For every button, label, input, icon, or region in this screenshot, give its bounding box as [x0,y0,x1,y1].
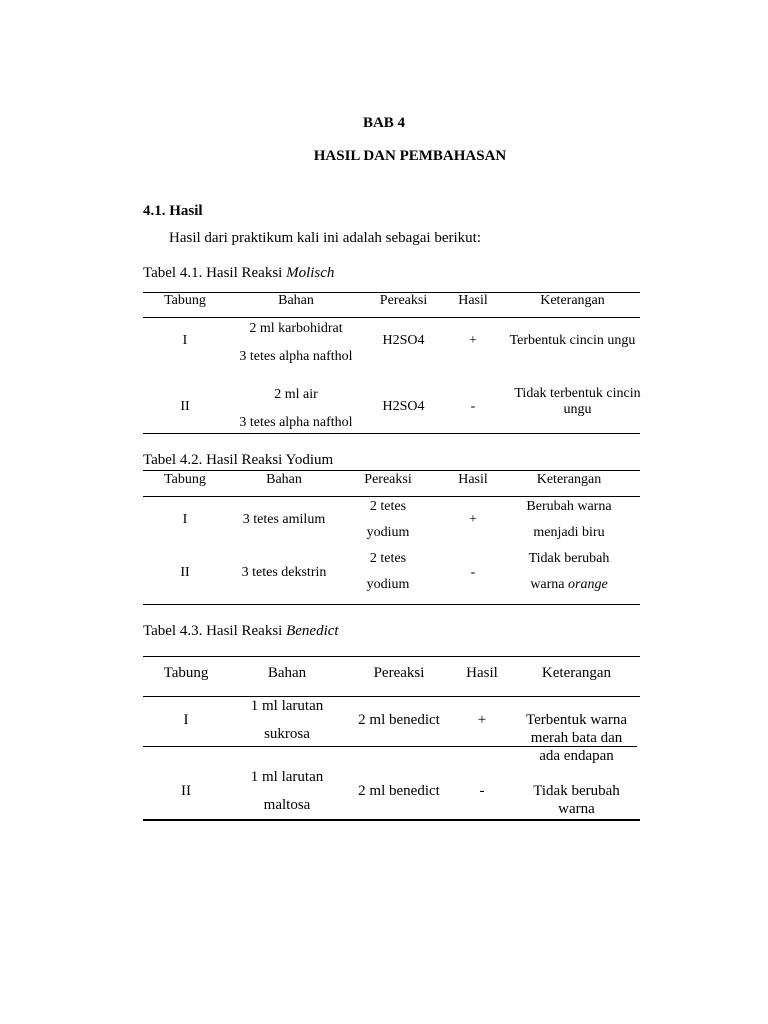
table-cell-pereaksi [342,550,434,593]
header-tabung: Tabung [164,293,206,308]
section-heading: 4.1. Hasil [143,203,203,219]
caption-text: Tabel 4.2. Hasil Reaksi Yodium [143,452,334,468]
header-hasil: Hasil [458,472,488,487]
header-hasil: Hasil [466,665,498,681]
table-cell-hasil: + [477,712,487,728]
table-cell-pereaksi: H2SO4 [382,399,425,414]
table-cell-hasil: - [470,399,476,414]
cell-line: Terbentuk warna [526,712,627,728]
header-hasil: Hasil [458,293,488,308]
table-cell-bahan [226,386,366,431]
header-tabung: Tabung [163,665,209,681]
cell-line: ada endapan [539,748,614,764]
table-cell-tabung: II [180,565,190,580]
table-cell-tabung: II [181,783,191,799]
table-cell-tabung: II [180,399,190,414]
caption-italic: Molisch [286,265,335,281]
table-cell-bahan [227,697,347,744]
cell-line: 2 ml karbohidrat [249,321,343,336]
cell-line: Berubah warna [526,499,612,514]
caption-text: Tabel 4.1. Hasil Reaksi [143,265,287,281]
cell-line [530,576,607,594]
header-bahan: Bahan [266,472,302,487]
table-rule-header [143,696,640,697]
table-cell-bahan: 3 tetes dekstrin [241,565,327,580]
table-cell-pereaksi: 2 ml benedict [358,712,440,728]
cell-line: maltosa [263,797,311,814]
chapter-label: BAB 4 [362,115,406,131]
table-cell-keterangan [505,550,633,593]
cell-line: 2 ml air [274,387,318,402]
table-cell-tabung: I [182,333,188,348]
cell-line: ungu [563,402,592,417]
table-cell-tabung: I [183,712,189,728]
cell-line: 2 tetes [369,499,407,514]
header-pereaksi: Pereaksi [379,293,428,308]
cell-line: sukrosa [264,726,310,743]
table-cell-pereaksi [342,498,434,541]
table-cell-keterangan [505,498,633,541]
cell-italic: orange [568,576,608,592]
table-cell-bahan [226,320,366,365]
table-caption-benedict [143,623,339,640]
cell-line: Tidak berubah [528,551,610,566]
table-rule-bottom [143,819,640,821]
table-cell-hasil: + [469,512,477,527]
header-pereaksi: Pereaksi [373,665,425,681]
table-cell-keterangan: Terbentuk cincin ungu [509,333,636,348]
table-cell-bahan [227,768,347,815]
table-rule-top [143,656,640,657]
cell-line: 2 tetes [369,551,407,566]
table-cell-pereaksi: H2SO4 [382,333,425,348]
header-keterangan: Keterangan [541,665,612,681]
cell-line: menjadi biru [533,524,605,540]
cell-line: 1 ml larutan [250,769,324,785]
table-cell-hasil: - [479,783,485,799]
caption-italic: Benedict [286,623,339,639]
table-cell-hasil: - [470,565,476,580]
table-rule-header [143,317,640,318]
header-bahan: Bahan [267,665,307,681]
table-caption-molisch [143,265,334,282]
table-cell-pereaksi: 2 ml benedict [358,783,440,799]
header-keterangan: Keterangan [536,472,602,487]
header-pereaksi: Pereaksi [364,472,412,487]
table-rule-bottom [143,433,640,434]
cell-line: Tidak berubah [533,783,620,799]
cell-line: 1 ml larutan [250,698,324,714]
cell-line: merah bata dan [530,730,623,746]
cell-line: yodium [366,576,410,592]
table-cell-keterangan [513,782,640,818]
table-cell-keterangan [513,711,640,765]
header-keterangan: Keterangan [540,293,605,308]
table-cell-hasil: + [469,333,477,348]
cell-line: warna [558,801,595,817]
intro-paragraph: Hasil dari praktikum kali ini adalah sebagai berikut: [169,230,481,246]
table-caption-yodium [143,452,333,469]
cell-text: warna [530,576,569,592]
caption-text: Tabel 4.3. Hasil Reaksi [143,623,287,639]
cell-line: Tidak terbentuk cincin [514,386,641,401]
cell-line: 3 tetes alpha nafthol [239,348,353,364]
cell-line: 3 tetes alpha nafthol [239,414,353,430]
table-cell-bahan: 3 tetes amilum [242,512,326,527]
table-cell-tabung: I [182,512,188,527]
table-rule-header [143,496,640,497]
header-tabung: Tabung [164,472,206,487]
table-rule-bottom [143,604,640,605]
cell-line: yodium [366,524,410,540]
table-cell-keterangan [505,386,650,418]
header-bahan: Bahan [278,293,314,308]
chapter-title: HASIL DAN PEMBAHASAN [313,148,507,164]
